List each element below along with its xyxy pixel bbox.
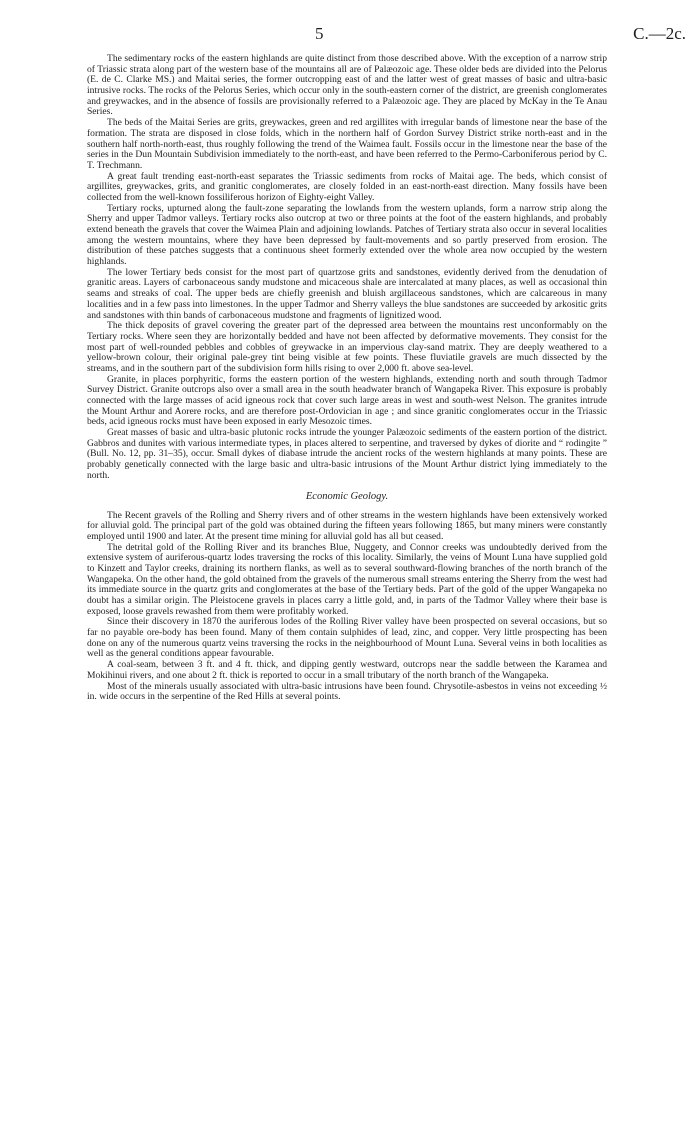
paragraph: A great fault trending east-north-east separates the Triassic sediments from rocks of Maitai age. The beds, which consist of argillites, greywackes, grits, and granitic conglomerates, are closely folded in an east-north-east direction. Many fossils have been collected from the well-known fossiliferous horizon of Eighty-eight Valley. bbox=[87, 170, 607, 203]
paragraph: Most of the minerals usually associated with ultra-basic intrusions have been found. Chrysotile-asbestos in veins not exceeding ½ in. wide occurs in the serpentine of the Red Hills at several points. bbox=[87, 680, 607, 703]
paragraph: Granite, in places porphyritic, forms the eastern portion of the western highlands, extending north and south through Tadmor Survey District. Granite outcrops also over a small area in the south headwater branch of Wangapeka River. This exposure is probably connected with the large masses of acid igneous rock that cover such large areas in west and south-west Nelson. The granites intrude the Mount Arthur and Aorere rocks, and are therefore post-Ordovician in age ; and since granitic conglomerates occur in the Triassic beds, acid igneous rocks must have been exposed in early Mesozoic times. bbox=[87, 373, 607, 428]
page-number: 5 bbox=[315, 24, 324, 43]
paragraph: A coal-seam, between 3 ft. and 4 ft. thick, and dipping gently westward, outcrops near the saddle between the Karamea and Mokihinui rivers, and one about 2 ft. thick is reported to occur in a small tributary of the north branch of the Wangapeka. bbox=[87, 659, 607, 681]
section-heading-economic-geology: Economic Geology. bbox=[305, 490, 389, 502]
paragraph: Tertiary rocks, upturned along the fault-zone separating the lowlands from the western uplands, form a narrow strip along the Sherry and upper Tadmor valleys. Tertiary rocks also outcrop at two or three points at the foot of the eastern highlands, and probably extend beneath the gravels that cover the Waimea Plain and adjoining lowlands. Patches of Tertiary strata also occur in several localities among the western mountains, where they have been depressed by fault-movements and so partly preserved from erosion. The distribution of these patches suggests that a continuous sheet formerly extended over the whole area now occupied by the western highlands. bbox=[87, 202, 607, 268]
paragraph: The lower Tertiary beds consist for the most part of quartzose grits and sandstones, evidently derived from the denudation of granitic areas. Layers of carbonaceous sandy mudstone and micaceous shale are intercalated at many places, as well as occasional thin seams and streaks of coal. The upper beds are chiefly greenish and bluish argillaceous sandstones, which are calcareous in many localities and in a few pass into limestones. In the upper Tadmor and Sherry valleys the blue sandstones are succeeded by arkositic grits and sandstones with thin bands of carbonaceous mudstone and fragments of lignitized wood. bbox=[87, 266, 607, 321]
paragraph: The detrital gold of the Rolling River and its branches Blue, Nuggety, and Connor creeks was undoubtedly derived from the extensive system of auriferous-quartz lodes traversing the rocks of this locality. Similarly, the veins of Mount Luna have supplied gold to Kinzett and Taylor creeks, draining its northern flanks, as well as to several southward-flowing branches of the north branch of the Wangapeka. On the other hand, the gold obtained from the gravels of the numerous small streams entering the Sherry from the west had its immediate source in the quartz grits and conglomerates at the base of the Tertiary beds. Part of the gold of the upper Wangapeka no doubt has a similar origin. The Pleistocene gravels in places carry a little gold, and, in parts of the Tadmor Valley where their base is exposed, loose gravels rewashed from them were profitably worked. bbox=[87, 541, 607, 617]
section-reference: C.—2c. bbox=[633, 24, 686, 43]
paragraph: Great masses of basic and ultra-basic plutonic rocks intrude the younger Palæozoic sediments of the eastern portion of the district. Gabbros and dunites with various intermediate types, in places altered to serpentine, and traversed by dykes of diorite and “ rodingite ” (Bull. No. 12, pp. 31–35), occur. Small dykes of diabase intrude the ancient rocks of the western highlands at many points. These are probably genetically connected with the large basic and ultra-basic intrusions of the Mount Arthur district lying immediately to the north. bbox=[87, 427, 607, 481]
paragraph: The sedimentary rocks of the eastern highlands are quite distinct from those described above. With the exception of a narrow strip of Triassic strata along part of the western base of the mountains all are of Palæozoic age. These older beds are divided into the Pelorus (E. de C. Clarke MS.) and Maitai series, the former outcropping east of and the latter west of great masses of basic and ultra-basic intrusive rocks. The rocks of the Pelorus Series, which occur only in the south-eastern corner of the district, are greenish conglomerates and greywackes, and in the absence of fossils are provisionally referred to a Palæozoic age. They are placed by McKay in the Te Anau Series. bbox=[87, 53, 607, 118]
paragraph: Since their discovery in 1870 the auriferous lodes of the Rolling River valley have been prospected on several occasions, but so far no payable ore-body has been found. Many of them contain sulphides of lead, zinc, and copper. Very little prospecting has been done on any of the numerous quartz veins traversing the rocks in the neighbourhood of Mount Luna. Several veins in both localities as well as the general conditions appear favourable. bbox=[87, 616, 607, 660]
document-body bbox=[87, 54, 607, 703]
paragraph: The beds of the Maitai Series are grits, greywackes, green and red argillites with irregular bands of limestone near the base of the formation. The strata are disposed in close folds, which in the northern half of Gordon Survey District strike north-east and in the southern half north-north-east, thus roughly following the trend of the Waimea fault. Fossils occur in the limestone near the base of the series in the Dun Mountain Subdivision immediately to the north-east, and have been referred to the Permo-Carboniferous period by C. T. Trechmann. bbox=[87, 117, 607, 171]
paragraph: The Recent gravels of the Rolling and Sherry rivers and of other streams in the western highlands have been extensively worked for alluvial gold. The principal part of the gold was obtained during the fifteen years following 1865, but many miners were constantly employed until 1900 and later. At the present time mining for alluvial gold has all but ceased. bbox=[87, 509, 607, 542]
paragraph: The thick deposits of gravel covering the greater part of the depressed area between the mountains rest unconformably on the Tertiary rocks. Where seen they are horizontally bedded and have not been affected by deformative movements. They consist for the most part of well-rounded pebbles and cobbles of greywacke in an impervious clay-sand matrix. They are deeply weathered to a yellow-brown colour, their original pale-grey tint being visible at few points. These fluviatile gravels are much dissected by the streams, and in the southern part of the subdivision form hills rising to over 2,000 ft. above sea-level. bbox=[87, 320, 607, 374]
page-header bbox=[0, 24, 700, 50]
